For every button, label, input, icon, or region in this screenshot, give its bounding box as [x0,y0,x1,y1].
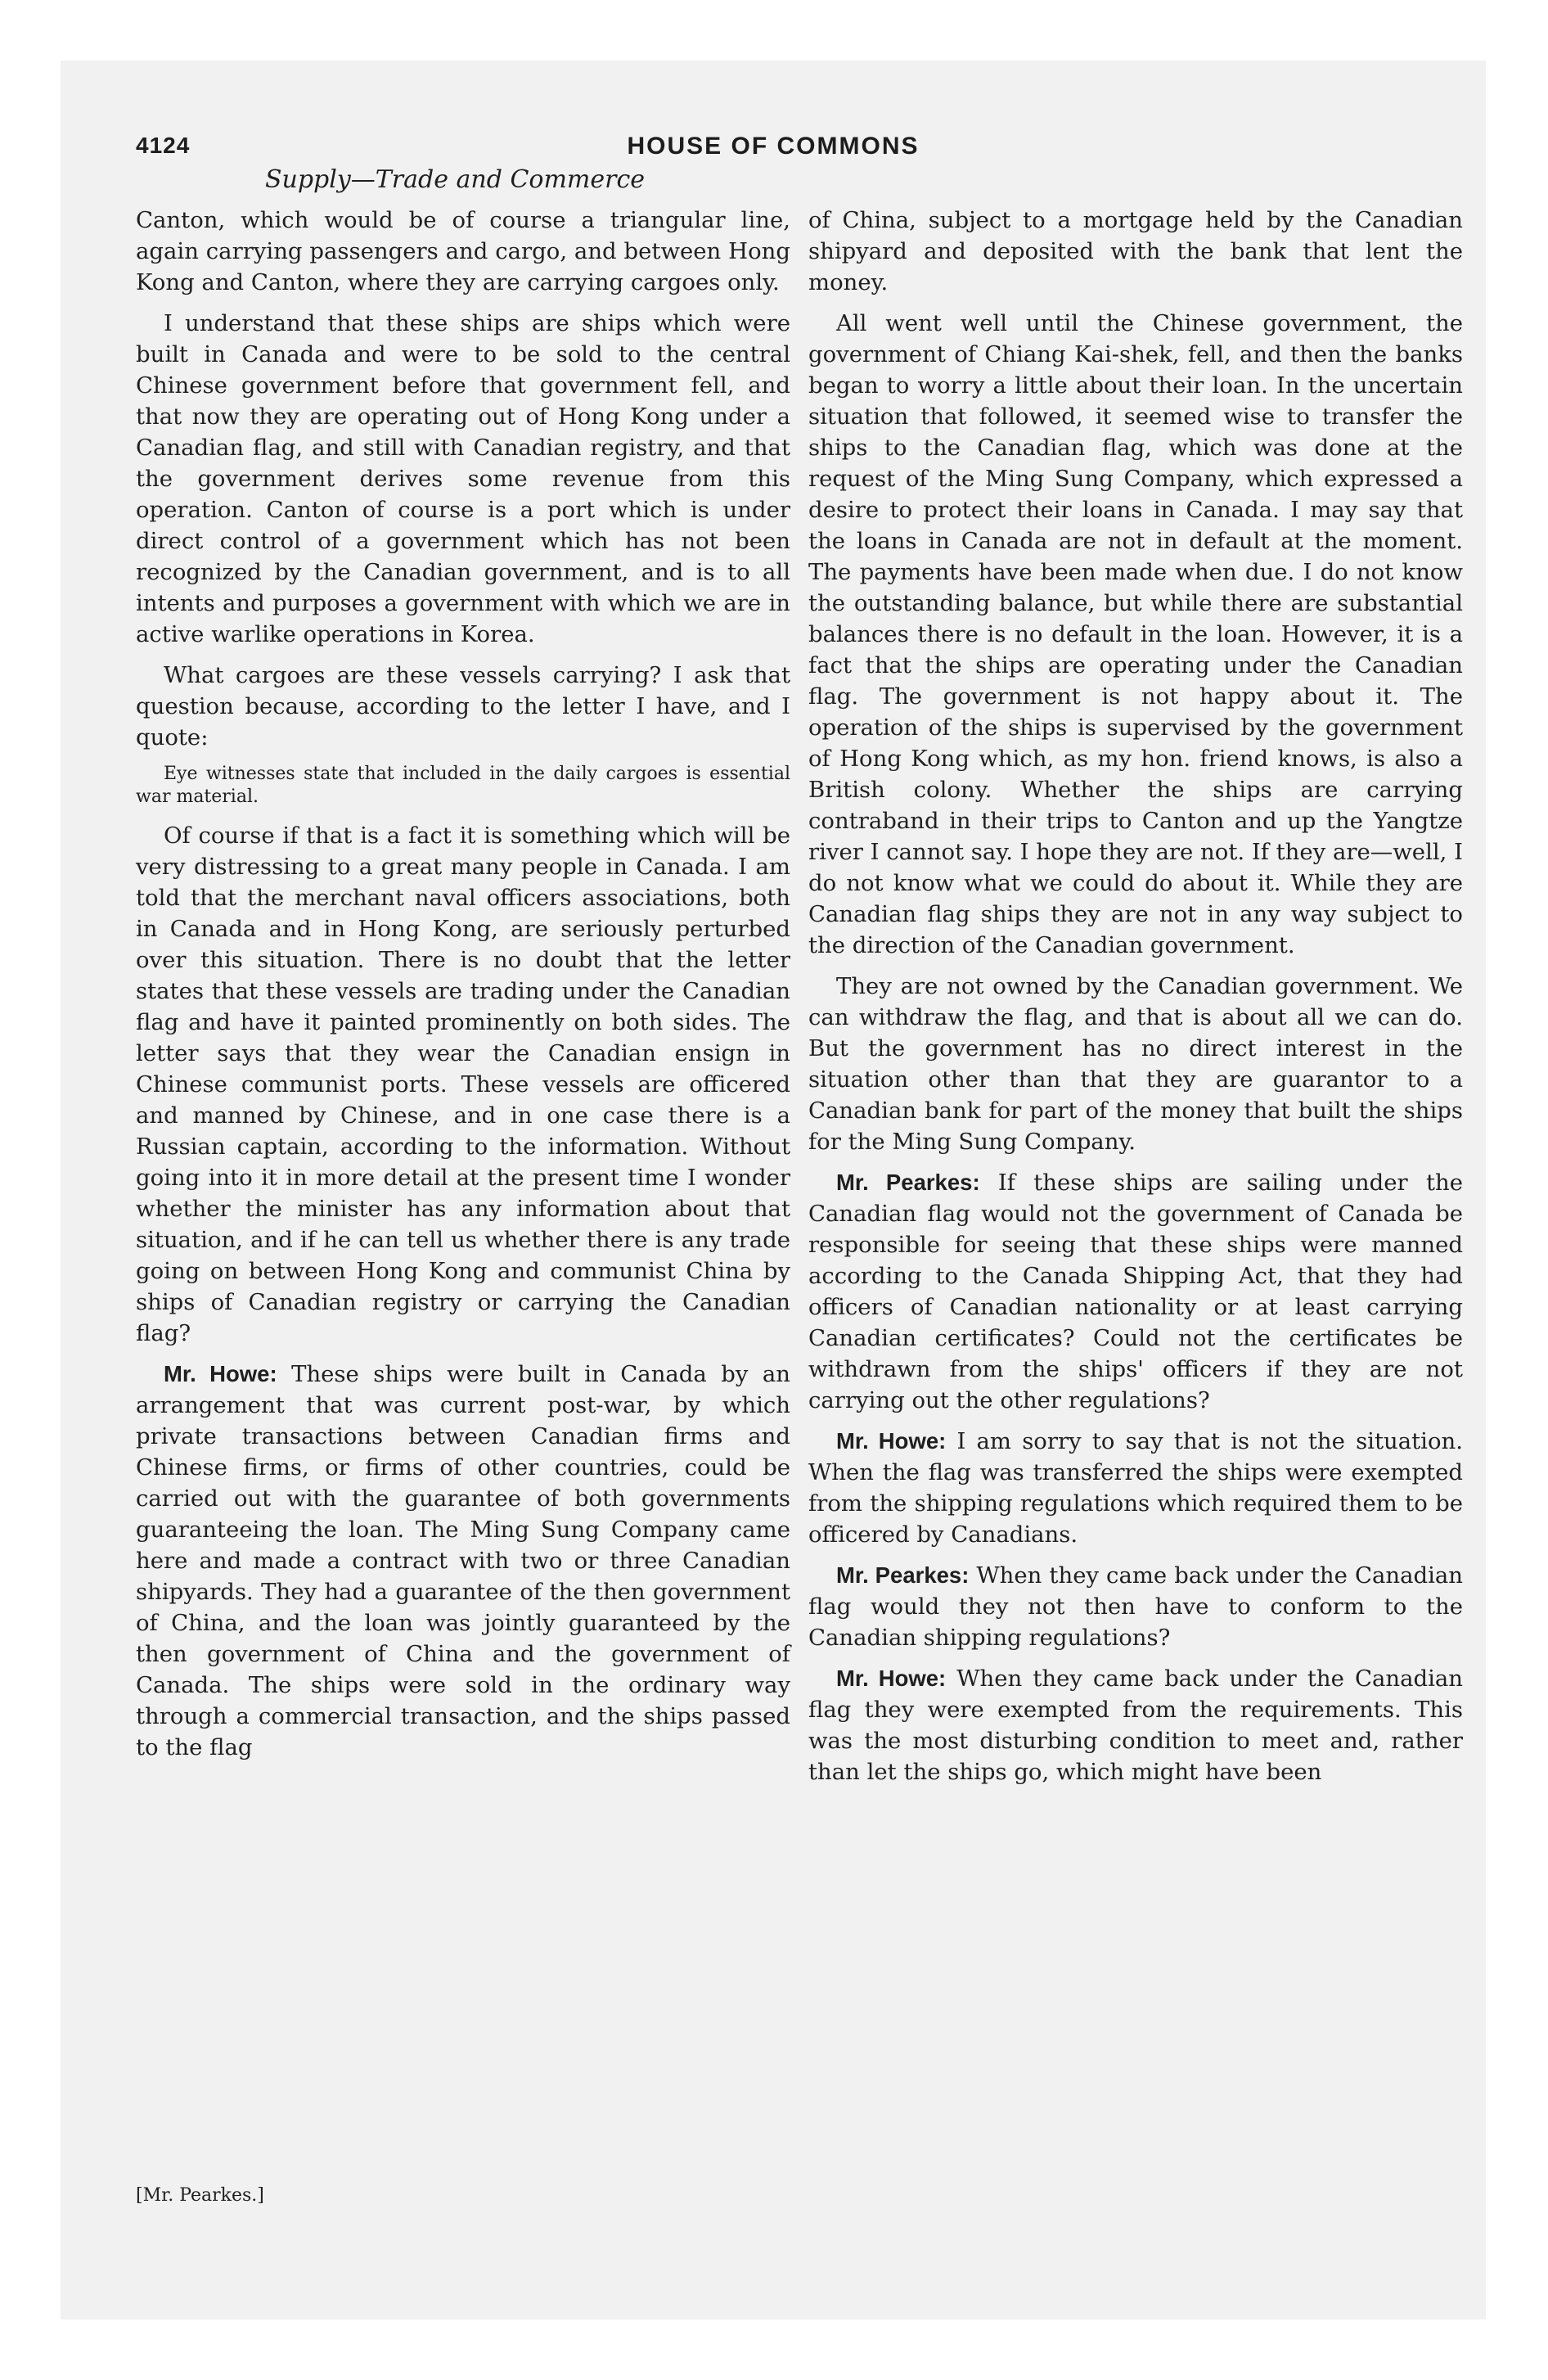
page-title: HOUSE OF COMMONS [627,133,920,160]
speech-paragraph [808,1167,1463,1416]
speech-text: If these ships are sailing under the Canadian flag would not the government of Canada be responsible for seeing that these ships were manned according to the Canada Shipping Act, that they had officers of Canadian nationality or at least carrying Canadian certificates? Could not the certificates be withdrawn from the ships' officers if they are not carrying out the other regulations? [808,1170,1464,1413]
paragraph: I understand that these ships are ships which were built in Canada and were to be sold to the central Chinese government before that government fell, and that now they are operating out of Hong Kong under a Canadian flag, and still with Canadian registry, and that the government derives some revenue from this operation. Canton of course is a port which is under direct control of a government which has not been recognized by the Canadian government, and is to all intents and purposes a government with which we are in active warlike operations in Korea. [136,310,790,647]
speech-paragraph [808,1426,1463,1550]
speech-text: When they came back under the Canadian flag they were exempted from the requirements. This was the most disturbing condition to meet and, rather than let the ships go, which might have been [808,1666,1464,1785]
paragraph: All went well until the Chinese government, the government of Chiang Kai-shek, fell, and then the banks began to worry a little about their loan. In the uncertain situation that followed, it seemed wise to transfer the ships to the Canadian flag, which was done at the request of the Ming Sung Company, which expressed a desire to protect their loans in Canada. I may say that the loans in Canada are not in default at the moment. The payments have been made when due. I do not know the outstanding balance, but while there are substantial balances there is no default in the loan. However, it is a fact that the ships are operating under the Canadian flag. The government is not happy about it. The operation of the ships is supervised by the government of Hong Kong which, as my hon. friend knows, is also a British colony. Whether the ships are carrying contraband in their trips to Canton and up the Yangtze river I cannot say. I hope they are not. If they are—well, I do not know what we could do about it. While they are Canadian flag ships they are not in any way subject to the direction of the Canadian government. [808,310,1464,958]
paragraph: Canton, which would be of course a triangular line, again carrying passengers and cargo, and between Hong Kong and Canton, where they are carrying cargoes only. [136,207,790,295]
speech-paragraph [808,1663,1463,1787]
speech-paragraph [136,1359,790,1763]
speaker-name: Mr. Howe: [836,1428,947,1454]
left-column [136,205,790,1773]
speech-text: I am sorry to say that is not the situation. When the flag was transferred the ships were exempted from the shipping regulations which required them to be officered by Canadians. [808,1428,1463,1548]
speech-text: These ships were built in Canada by an arrangement that was current post-war, by which private transactions between Canadian firms and Chinese firms, or firms of other countries, could be carried out with the guarantee of both governments guaranteeing the loan. The Ming Sung Company came here and made a contract with two or three Canadian shipyards. They had a guarantee of the then government of China, and the loan was jointly guaranteed by the then government of China and the government of Canada. The ships were sold in the ordinary way through a commercial transaction, and the ships passed to the flag [136,1361,791,1760]
paragraph: Of course if that is a fact it is something which will be very distressing to a great many people in Canada. I am told that the merchant naval officers associations, both in Canada and in Hong Kong, are seriously perturbed over this situation. There is no doubt that the letter states that these vessels are trading under the Canadian flag and have it painted prominently on both sides. The letter says that they wear the Canadian ensign in Chinese communist ports. These vessels are officered and manned by Chinese, and in one case there is a Russian captain, according to the information. Without going into it in more detail at the present time I wonder whether the minister has any information about that situation, and if he can tell us whether there is any trade going on between Hong Kong and communist China by ships of Canadian registry or carrying the Canadian flag? [136,823,790,1346]
paragraph: What cargoes are these vessels carrying? I ask that question because, according to the letter I have, and I quote: [136,662,790,751]
page-number: 4124 [136,133,191,158]
speaker-name: Mr. Howe: [836,1666,947,1691]
right-column [808,205,1463,1797]
page-header [136,133,1411,169]
block-quote: Eye witnesses state that included in the daily cargoes is essential war material. [136,764,790,807]
paragraph: They are not owned by the Canadian government. We can withdraw the flag, and that is about all we can do. But the government has no direct interest in the situation other than that they are guarantor to a Canadian bank for part of the money that built the ships for the Ming Sung Company. [808,973,1463,1155]
speech-paragraph [808,1560,1463,1653]
speech-text: When they came back under the Canadian flag would they not then have to conform to the Canadian shipping regulations? [808,1562,1464,1651]
speaker-name: Mr. Pearkes: [836,1562,970,1588]
footer-speaker-note: [Mr. Pearkes.] [136,2185,264,2206]
speaker-name: Mr. Howe: [164,1361,277,1386]
section-subheading: Supply—Trade and Commerce [264,165,646,194]
document-page [61,61,1486,2319]
speaker-name: Mr. Pearkes: [836,1170,980,1195]
paragraph: of China, subject to a mortgage held by the Canadian shipyard and deposited with the bank that lent the money. [808,207,1463,295]
